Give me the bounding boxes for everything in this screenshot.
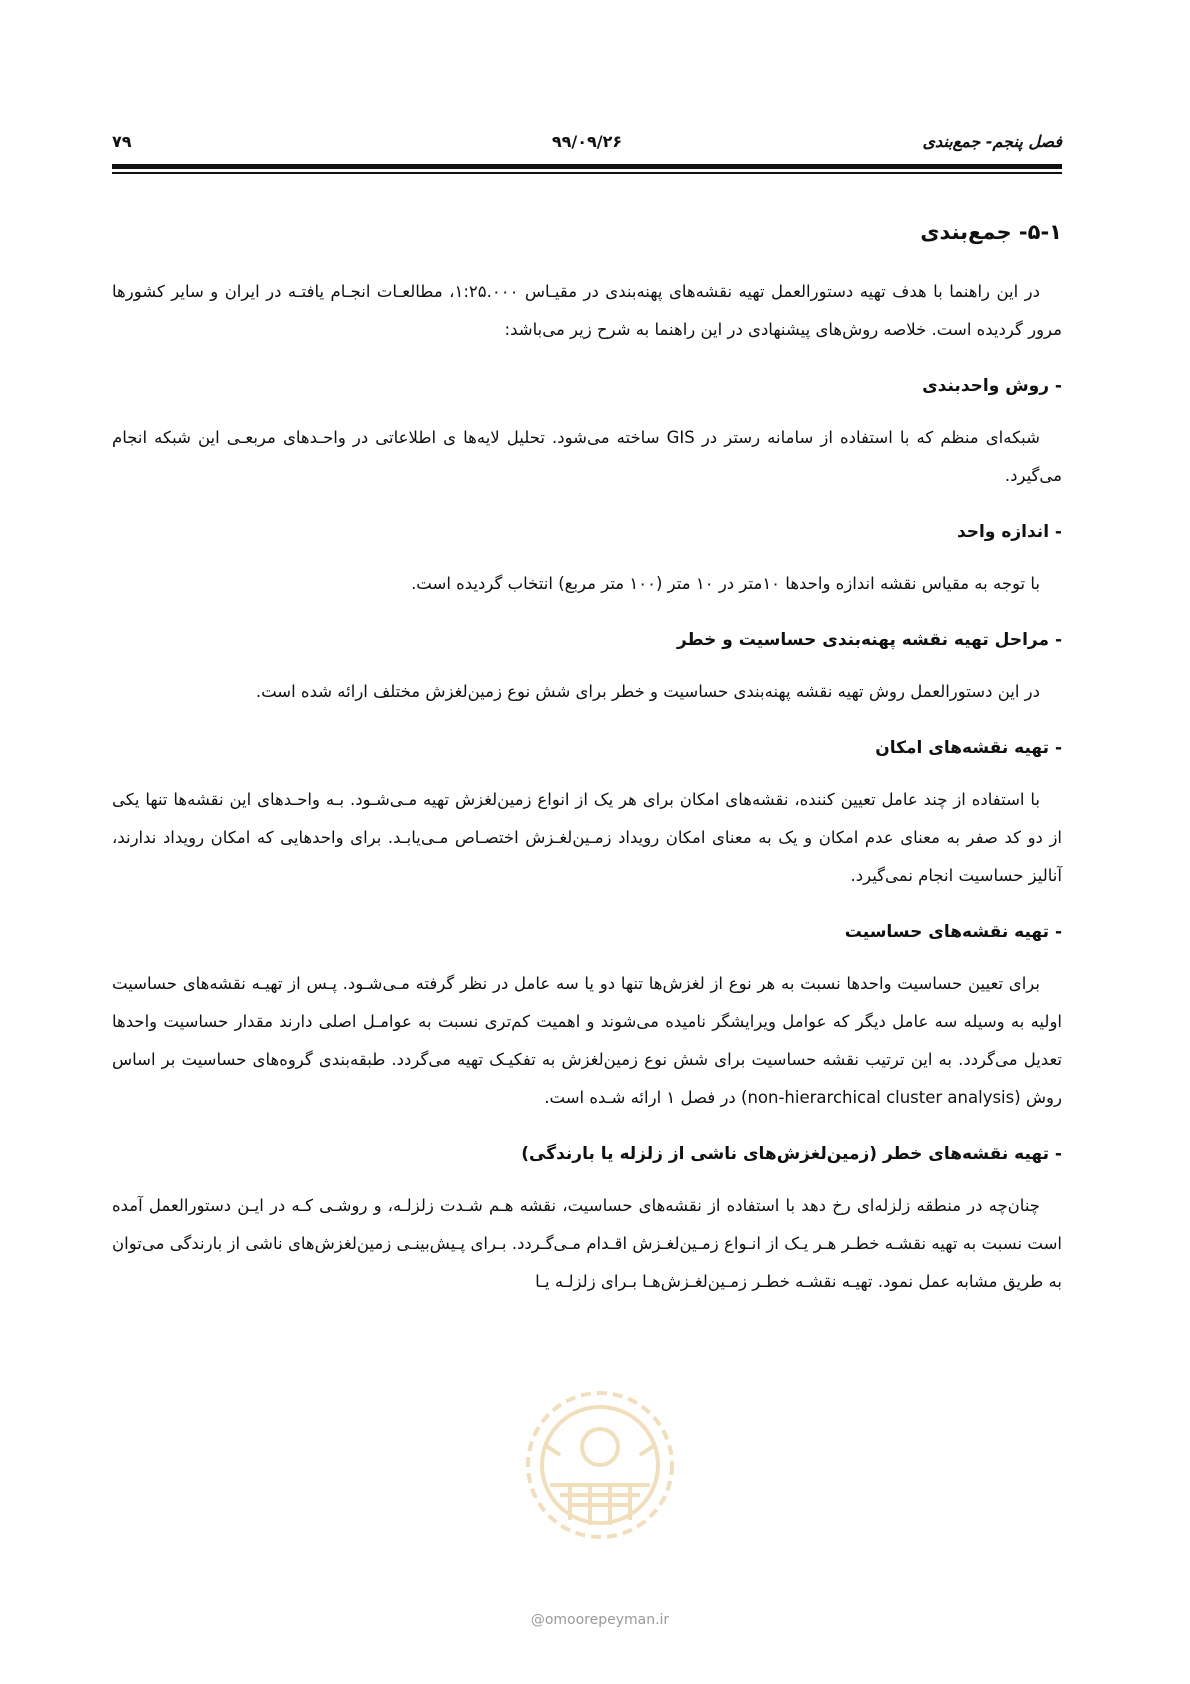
subheading-unit-size: - اندازه واحد xyxy=(956,522,1062,542)
subheading-hazard-maps: - تهیه نقشه‌های خطر (زمین‌لغزش‌های ناشی از زلزله یا بارندگی) xyxy=(521,1144,1062,1164)
subheading-sensitivity-maps: - تهیه نقشه‌های حساسیت xyxy=(844,922,1062,942)
header-rule-thick xyxy=(112,164,1062,169)
watermark-seal-icon xyxy=(520,1385,680,1545)
subheading-possibility-maps: - تهیه نقشه‌های امکان xyxy=(875,738,1062,758)
header-rule-thin xyxy=(112,172,1062,174)
page-content xyxy=(112,215,1062,1301)
paragraph-zoning-steps: در این دستورالعمل روش تهیه نقشه پهنه‌بندی حساسیت و خطر برای شش نوع زمین‌لغزش مختلف ارائه شده است. xyxy=(255,682,1040,701)
paragraph-sensitivity-maps: برای تعیین حساسیت واحدها نسبت به هر نوع از لغزش‌ها تنها دو یا سه عامل در نظر گرفته مـی‌شـود. پـس از تهیـه نقشه‌های حساسیت اولیه به وسیله سه عامل دیگر که عوامل ویرایشگر نامیده می‌شوند و اهمیت کم‌تری نسبت به عوامـل اصلی دارند مقدار حساسیت واحدها تعدیل می‌گردد. به این ترتیب نقشه حساسیت برای شش نوع زمین‌لغزش به تفکیـک تهیه می‌گردد. طبقه‌بندی گروه‌های حساسیت بر اساس روش (non-hierarchical cluster analysis) در فصل ۱ ارائه شـده است. xyxy=(112,974,1062,1107)
subheading-grid-method: - روش واحدبندی xyxy=(922,376,1062,396)
page-header xyxy=(112,126,1062,156)
chapter-title: فصل پنجم- جمع‌بندی xyxy=(922,132,1062,151)
section-title: ۵-۱- جمع‌بندی xyxy=(920,220,1062,244)
paragraph-grid-method: شبکه‌ای منظم که با استفاده از سامانه رستر در GIS ساخته می‌شود. تحلیل لایه‌ها ی اطلاعاتی در واحـدهای مربعـی این شبکه انجام می‌گیرد. xyxy=(112,428,1062,485)
paragraph-hazard-maps: چنان‌چه در منطقه زلزله‌ای رخ دهد با استفاده از نقشه‌های حساسیت، نقشه هـم شـدت زلزلـه، و روشـی کـه در ایـن دستورالعمل آمده است نسبت به تهیه نقشـه خطـر هـر یـک از انـواع زمـین‌لغـزش اقـدام مـی‌گـردد. بـرای پـیش‌بینـی زمین‌لغزش‌های ناشی از بارندگی می‌توان به طریق مشابه عمل نمود. تهیـه نقشـه خطـر زمـین‌لغـزش‌هـا بـرای زلزلـه یـا xyxy=(112,1196,1062,1291)
page-number: ۷۹ xyxy=(112,132,132,151)
header-date: ۹۹/۰۹/۲۶ xyxy=(551,132,623,151)
subheading-zoning-steps: - مراحل تهیه نقشه پهنه‌بندی حساسیت و خطر xyxy=(676,630,1062,650)
watermark-url: @omoorepeyman.ir xyxy=(530,1612,670,1628)
intro-paragraph: در این راهنما با هدف تهیه دستورالعمل تهیه نقشه‌های پهنه‌بندی در مقیـاس ۱:۲۵.۰۰۰، مطالعـات انجـام یافتـه در ایران و سایر کشورها مرور گردیده است. خلاصه روش‌های پیشنهادی در این راهنما به شرح زیر می‌باشد: xyxy=(112,282,1062,339)
paragraph-possibility-maps: با استفاده از چند عامل تعیین کننده، نقشه‌های امکان برای هر یک از انواع زمین‌لغزش تهیه مـی‌شـود. بـه واحـدهای این نقشه‌ها تنها یکی از دو کد صفر به معنای عدم امکان و یک به معنای امکان رویداد زمـین‌لغـزش اختصـاص مـی‌یابـد. برای واحدهایی که امکان رویداد ندارند، آنالیز حساسیت انجام نمی‌گیرد. xyxy=(112,790,1062,885)
paragraph-unit-size: با توجه به مقیاس نقشه اندازه واحدها ۱۰متر در ۱۰ متر (۱۰۰ متر مربع) انتخاب گردیده است. xyxy=(411,574,1040,593)
